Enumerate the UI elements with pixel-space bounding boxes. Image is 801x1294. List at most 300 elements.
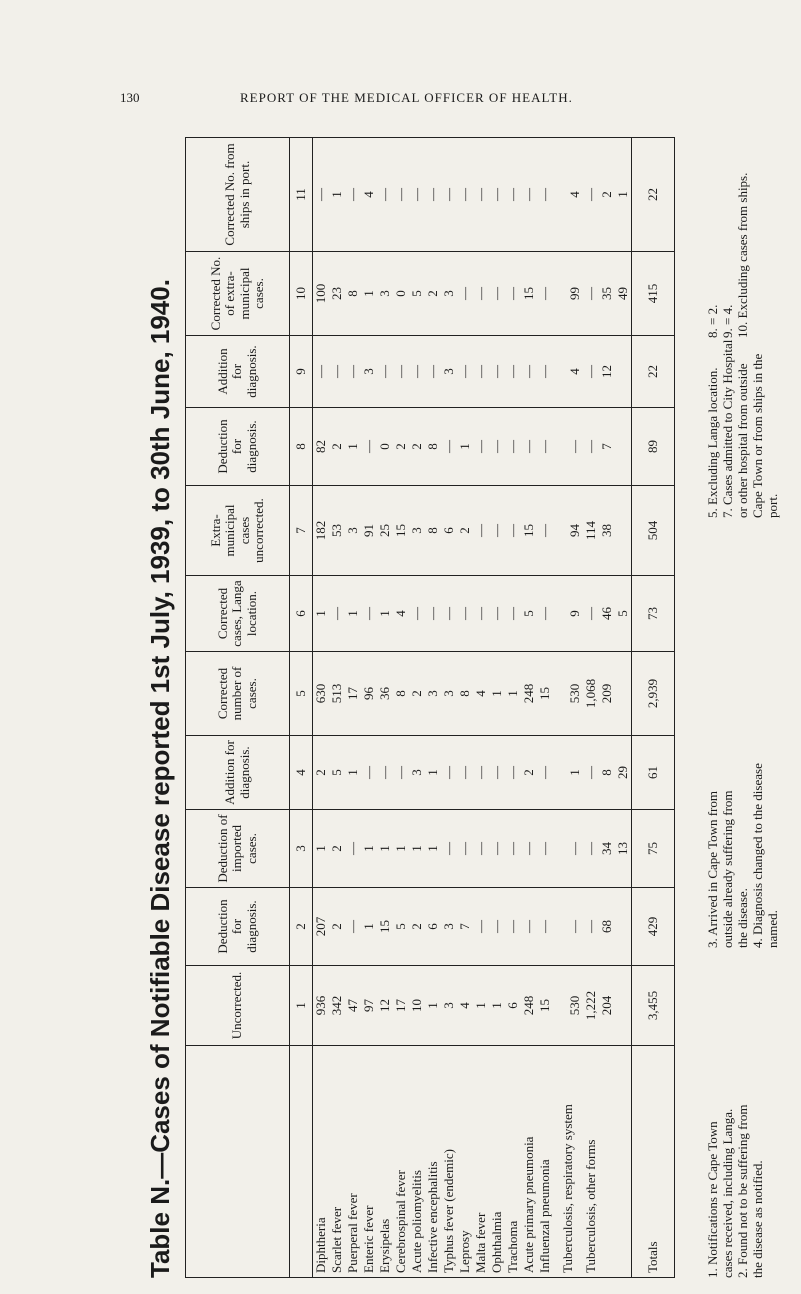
table-cell: 0 bbox=[393, 252, 409, 336]
table-cell bbox=[615, 486, 632, 576]
table-cell: 12 bbox=[377, 966, 393, 1046]
table-cell: — bbox=[377, 336, 393, 408]
footnote-line: 3. Arrived in Cape Town from bbox=[705, 791, 720, 948]
footnote-line: 4. Diagnosis changed to the disease bbox=[750, 763, 765, 948]
disease-table bbox=[185, 137, 675, 1278]
totals-row bbox=[632, 138, 675, 1278]
column-heading bbox=[186, 1046, 290, 1278]
table-cell: 1 bbox=[377, 576, 393, 652]
table-cell: — bbox=[489, 336, 505, 408]
table-cell: 1 bbox=[425, 966, 441, 1046]
table-cell: — bbox=[377, 138, 393, 252]
table-cell: 1 bbox=[377, 810, 393, 888]
table-cell bbox=[615, 966, 632, 1046]
table-cell: 3 bbox=[361, 336, 377, 408]
table-cell: 342 bbox=[329, 966, 345, 1046]
table-cell bbox=[615, 888, 632, 966]
table-cell: 5 bbox=[393, 888, 409, 966]
table-cell: — bbox=[505, 408, 521, 486]
table-cell: 1 bbox=[489, 652, 505, 736]
column-number bbox=[290, 1046, 313, 1278]
footnotes-column bbox=[705, 968, 765, 1278]
table-cell: — bbox=[583, 138, 599, 252]
footnote-line: or other hospital from outside bbox=[735, 363, 750, 518]
table-cell: 5 bbox=[615, 576, 632, 652]
column-heading: Extra-municipal cases uncorrected. bbox=[186, 486, 290, 576]
table-cell: 17 bbox=[393, 966, 409, 1046]
table-cell: 2 bbox=[393, 408, 409, 486]
disease-name: Tuberculosis, other forms bbox=[583, 1046, 599, 1278]
table-cell: 6 bbox=[505, 966, 521, 1046]
table-cell: 34 bbox=[599, 810, 615, 888]
table-cell: — bbox=[537, 736, 553, 810]
table-cell: — bbox=[329, 576, 345, 652]
table-cell: 3 bbox=[345, 486, 361, 576]
table-cell: 2 bbox=[599, 138, 615, 252]
footnote-line: 2. Found not to be suffering from bbox=[735, 1104, 750, 1278]
table-cell: 209 bbox=[599, 652, 615, 736]
table-cell: — bbox=[313, 336, 330, 408]
table-cell: 49 bbox=[615, 252, 632, 336]
table-cell: 47 bbox=[345, 966, 361, 1046]
table-cell: — bbox=[583, 336, 599, 408]
table-cell: 2 bbox=[329, 888, 345, 966]
rotated-table-page bbox=[145, 138, 795, 1278]
table-row bbox=[599, 138, 615, 1278]
table-cell: 94 bbox=[553, 486, 583, 576]
column-numbers bbox=[290, 138, 313, 1278]
table-cell: 1 bbox=[329, 138, 345, 252]
disease-name: Acute primary pneumonia bbox=[521, 1046, 537, 1278]
table-cell: — bbox=[489, 138, 505, 252]
totals-cell: 75 bbox=[632, 810, 675, 888]
column-number: 4 bbox=[290, 736, 313, 810]
table-row bbox=[489, 138, 505, 1278]
table-cell: 8 bbox=[345, 252, 361, 336]
table-row bbox=[361, 138, 377, 1278]
footnote-line: the disease as notified. bbox=[750, 1160, 765, 1278]
footnote-line: 7. Cases admitted to City Hospital bbox=[720, 339, 735, 518]
table-cell: 1 bbox=[615, 138, 632, 252]
table-cell: — bbox=[489, 810, 505, 888]
table-cell: — bbox=[505, 336, 521, 408]
totals-cell: 504 bbox=[632, 486, 675, 576]
column-heading: Uncorrected. bbox=[186, 966, 290, 1046]
table-cell: 1 bbox=[313, 576, 330, 652]
table-cell: 1 bbox=[553, 736, 583, 810]
table-cell: 1 bbox=[361, 888, 377, 966]
table-row bbox=[553, 138, 583, 1278]
column-heading: Deduction for diagnosis. bbox=[186, 888, 290, 966]
footnote-line: named. bbox=[765, 910, 780, 948]
table-cell: — bbox=[393, 138, 409, 252]
table-cell: — bbox=[457, 810, 473, 888]
table-cell: 13 bbox=[615, 810, 632, 888]
table-cell: — bbox=[537, 138, 553, 252]
table-cell: 15 bbox=[521, 252, 537, 336]
table-cell: 15 bbox=[537, 966, 553, 1046]
table-cell: 4 bbox=[553, 336, 583, 408]
page-number: 130 bbox=[120, 90, 140, 105]
table-row bbox=[345, 138, 361, 1278]
column-number: 2 bbox=[290, 888, 313, 966]
table-cell: — bbox=[505, 736, 521, 810]
table-row bbox=[457, 138, 473, 1278]
table-cell: 1 bbox=[489, 966, 505, 1046]
table-cell: — bbox=[473, 138, 489, 252]
table-cell: — bbox=[505, 888, 521, 966]
column-number: 8 bbox=[290, 408, 313, 486]
column-number: 9 bbox=[290, 336, 313, 408]
table-cell: 207 bbox=[313, 888, 330, 966]
table-cell: 2 bbox=[329, 810, 345, 888]
table-cell: — bbox=[393, 736, 409, 810]
table-cell: — bbox=[473, 888, 489, 966]
table-cell: 0 bbox=[377, 408, 393, 486]
totals-cell: 22 bbox=[632, 336, 675, 408]
table-cell: 6 bbox=[441, 486, 457, 576]
disease-name: Infective encephalitis bbox=[425, 1046, 441, 1278]
column-headings bbox=[186, 138, 290, 1278]
column-heading: Deduction of imported cases. bbox=[186, 810, 290, 888]
table-cell: — bbox=[377, 736, 393, 810]
table-cell: 10 bbox=[409, 966, 425, 1046]
table-cell: 25 bbox=[377, 486, 393, 576]
column-number: 3 bbox=[290, 810, 313, 888]
table-cell: 23 bbox=[329, 252, 345, 336]
disease-name: Scarlet fever bbox=[329, 1046, 345, 1278]
table-cell: — bbox=[393, 336, 409, 408]
table-row bbox=[615, 138, 632, 1278]
table-cell: 4 bbox=[361, 138, 377, 252]
table-cell: 248 bbox=[521, 652, 537, 736]
table-cell: — bbox=[329, 336, 345, 408]
footnote-line: 9. = 4. bbox=[720, 304, 735, 338]
disease-name: Malta fever bbox=[473, 1046, 489, 1278]
table-row bbox=[521, 138, 537, 1278]
totals-cell: 415 bbox=[632, 252, 675, 336]
table-cell: — bbox=[537, 810, 553, 888]
table-cell: — bbox=[537, 336, 553, 408]
table-cell: — bbox=[521, 408, 537, 486]
table-row bbox=[409, 138, 425, 1278]
table-cell: — bbox=[505, 486, 521, 576]
column-heading: Addition for diagnosis. bbox=[186, 736, 290, 810]
column-number: 11 bbox=[290, 138, 313, 252]
table-cell: 2 bbox=[409, 408, 425, 486]
table-cell: 1 bbox=[457, 408, 473, 486]
table-cell: 1 bbox=[345, 736, 361, 810]
table-cell: — bbox=[473, 736, 489, 810]
table-row bbox=[473, 138, 489, 1278]
table-cell: 2 bbox=[521, 736, 537, 810]
table-cell: 114 bbox=[583, 486, 599, 576]
footnote-line: 1. Notifications re Cape Town bbox=[705, 1121, 720, 1278]
table-cell: 9 bbox=[553, 576, 583, 652]
table-row bbox=[393, 138, 409, 1278]
column-heading: Corrected number of cases. bbox=[186, 652, 290, 736]
table-cell: — bbox=[441, 810, 457, 888]
disease-name: Enteric fever bbox=[361, 1046, 377, 1278]
table-cell: — bbox=[409, 336, 425, 408]
column-heading: Corrected No. of extra-municipal cases. bbox=[186, 252, 290, 336]
table-cell: 1 bbox=[345, 576, 361, 652]
table-cell: 8 bbox=[457, 652, 473, 736]
table-cell bbox=[615, 408, 632, 486]
totals-cell: 429 bbox=[632, 888, 675, 966]
page-header bbox=[0, 90, 801, 120]
column-heading: Deduction for diagnosis. bbox=[186, 408, 290, 486]
table-cell: 53 bbox=[329, 486, 345, 576]
table-cell: — bbox=[489, 252, 505, 336]
footnotes bbox=[705, 138, 795, 1278]
disease-name: Trachoma bbox=[505, 1046, 521, 1278]
table-cell: — bbox=[537, 486, 553, 576]
table-cell: 1,222 bbox=[583, 966, 599, 1046]
table-cell: 4 bbox=[553, 138, 583, 252]
table-cell: 1 bbox=[361, 810, 377, 888]
table-cell: — bbox=[457, 576, 473, 652]
column-number: 5 bbox=[290, 652, 313, 736]
table-cell: 204 bbox=[599, 966, 615, 1046]
table-cell: 513 bbox=[329, 652, 345, 736]
table-cell: — bbox=[457, 336, 473, 408]
table-cell: — bbox=[425, 138, 441, 252]
table-cell: 1 bbox=[505, 652, 521, 736]
table-cell: 5 bbox=[409, 252, 425, 336]
table-row bbox=[537, 138, 553, 1278]
column-number: 7 bbox=[290, 486, 313, 576]
table-cell: 2 bbox=[457, 486, 473, 576]
table-cell: — bbox=[583, 576, 599, 652]
table-cell: 3 bbox=[377, 252, 393, 336]
table-cell: 15 bbox=[393, 486, 409, 576]
table-cell: — bbox=[489, 486, 505, 576]
disease-name: Acute poliomyelitis bbox=[409, 1046, 425, 1278]
table-cell: 1 bbox=[409, 810, 425, 888]
table-cell: 1 bbox=[345, 408, 361, 486]
column-number: 10 bbox=[290, 252, 313, 336]
table-cell: 530 bbox=[553, 966, 583, 1046]
table-cell: — bbox=[313, 138, 330, 252]
disease-name: Erysipelas bbox=[377, 1046, 393, 1278]
table-cell: 3 bbox=[441, 652, 457, 736]
table-cell: — bbox=[553, 408, 583, 486]
table-cell: — bbox=[441, 736, 457, 810]
table-cell: — bbox=[505, 138, 521, 252]
table-cell: — bbox=[425, 336, 441, 408]
table-cell: — bbox=[409, 576, 425, 652]
table-cell: 2 bbox=[329, 408, 345, 486]
disease-name: Influenzal pneumonia bbox=[537, 1046, 553, 1278]
footnote-line: Cape Town or from ships in the bbox=[750, 353, 765, 518]
column-number: 1 bbox=[290, 966, 313, 1046]
table-row bbox=[441, 138, 457, 1278]
table-cell: 15 bbox=[377, 888, 393, 966]
table-cell: — bbox=[457, 252, 473, 336]
table-cell: — bbox=[457, 736, 473, 810]
footnote-line: 8. = 2. bbox=[705, 304, 720, 338]
table-cell bbox=[615, 652, 632, 736]
table-cell: 1 bbox=[425, 810, 441, 888]
table-cell: — bbox=[489, 736, 505, 810]
table-cell: 1 bbox=[393, 810, 409, 888]
table-cell: — bbox=[473, 408, 489, 486]
table-cell bbox=[615, 336, 632, 408]
table-title: Table N.—Cases of Notifiable Disease reported 1st July, 1939, to 30th June, 1940. bbox=[145, 279, 175, 1278]
table-cell: — bbox=[361, 408, 377, 486]
table-cell: 1,068 bbox=[583, 652, 599, 736]
table-cell: 4 bbox=[473, 652, 489, 736]
disease-name: Ophthalmia bbox=[489, 1046, 505, 1278]
table-cell: 38 bbox=[599, 486, 615, 576]
table-cell: — bbox=[473, 576, 489, 652]
table-cell: — bbox=[345, 888, 361, 966]
table-cell: — bbox=[537, 888, 553, 966]
table-cell: — bbox=[457, 138, 473, 252]
table-cell: 29 bbox=[615, 736, 632, 810]
table-cell: — bbox=[505, 252, 521, 336]
running-title: REPORT OF THE MEDICAL OFFICER OF HEALTH. bbox=[240, 90, 573, 105]
table-cell: 8 bbox=[393, 652, 409, 736]
table-cell: 4 bbox=[393, 576, 409, 652]
table-cell: 3 bbox=[441, 888, 457, 966]
table-cell: 17 bbox=[345, 652, 361, 736]
table-cell: 3 bbox=[425, 652, 441, 736]
table-cell: — bbox=[521, 138, 537, 252]
table-cell: — bbox=[361, 736, 377, 810]
totals-cell: 73 bbox=[632, 576, 675, 652]
column-number: 6 bbox=[290, 576, 313, 652]
table-cell: 3 bbox=[441, 336, 457, 408]
table-cell: — bbox=[489, 408, 505, 486]
table-cell: — bbox=[583, 810, 599, 888]
table-row bbox=[505, 138, 521, 1278]
disease-name: Leprosy bbox=[457, 1046, 473, 1278]
disease-name bbox=[615, 1046, 632, 1278]
table-cell: 68 bbox=[599, 888, 615, 966]
table-cell: 5 bbox=[521, 576, 537, 652]
table-cell: — bbox=[537, 252, 553, 336]
table-cell: 99 bbox=[553, 252, 583, 336]
table-cell: — bbox=[521, 810, 537, 888]
table-cell: — bbox=[583, 408, 599, 486]
table-cell: — bbox=[441, 408, 457, 486]
table-cell: 1 bbox=[313, 810, 330, 888]
table-cell: — bbox=[409, 138, 425, 252]
footnote-line: outside already suffering from bbox=[720, 790, 735, 948]
table-cell: — bbox=[425, 576, 441, 652]
totals-cell: 61 bbox=[632, 736, 675, 810]
table-cell: 936 bbox=[313, 966, 330, 1046]
table-cell: — bbox=[537, 408, 553, 486]
footnote-line: 5. Excluding Langa location. bbox=[705, 367, 720, 518]
table-row bbox=[313, 138, 330, 1278]
table-cell: 248 bbox=[521, 966, 537, 1046]
table-cell: 3 bbox=[409, 486, 425, 576]
table-cell: — bbox=[583, 736, 599, 810]
table-cell: — bbox=[473, 336, 489, 408]
table-cell: 8 bbox=[425, 486, 441, 576]
table-cell: — bbox=[441, 138, 457, 252]
footnotes-column bbox=[705, 78, 750, 338]
table-cell: 91 bbox=[361, 486, 377, 576]
table-cell: — bbox=[489, 888, 505, 966]
disease-name: Cerebrospinal fever bbox=[393, 1046, 409, 1278]
table-cell: 2 bbox=[409, 888, 425, 966]
table-cell: — bbox=[521, 336, 537, 408]
table-cell: 96 bbox=[361, 652, 377, 736]
totals-cell: 22 bbox=[632, 138, 675, 252]
table-cell: 12 bbox=[599, 336, 615, 408]
footnote-line: 10. Excluding cases from ships. bbox=[735, 172, 750, 338]
table-cell: — bbox=[583, 888, 599, 966]
table-cell: 5 bbox=[329, 736, 345, 810]
footnote-line: cases received, including Langa. bbox=[720, 1108, 735, 1278]
column-heading: Corrected No. from ships in port. bbox=[186, 138, 290, 252]
totals-cell: 2,939 bbox=[632, 652, 675, 736]
table-cell: 100 bbox=[313, 252, 330, 336]
table-cell: 97 bbox=[361, 966, 377, 1046]
disease-name: Typhus fever (endemic) bbox=[441, 1046, 457, 1278]
totals-cell: 3,455 bbox=[632, 966, 675, 1046]
table-cell: 15 bbox=[537, 652, 553, 736]
table-cell: 7 bbox=[599, 408, 615, 486]
table-cell: — bbox=[473, 252, 489, 336]
disease-name: Puerperal fever bbox=[345, 1046, 361, 1278]
table-cell: 3 bbox=[441, 252, 457, 336]
table-cell: 1 bbox=[425, 736, 441, 810]
table-cell: 4 bbox=[457, 966, 473, 1046]
table-cell: — bbox=[473, 486, 489, 576]
footnote-line: port. bbox=[765, 493, 780, 518]
table-cell: — bbox=[537, 576, 553, 652]
table-cell: 630 bbox=[313, 652, 330, 736]
totals-label: Totals bbox=[632, 1046, 675, 1278]
table-cell: — bbox=[345, 810, 361, 888]
disease-name: Diphtheria bbox=[313, 1046, 330, 1278]
footnote-line: the disease. bbox=[735, 888, 750, 948]
table-cell: — bbox=[553, 888, 583, 966]
table-cell: — bbox=[441, 576, 457, 652]
table-cell: 3 bbox=[409, 736, 425, 810]
table-cell: — bbox=[489, 576, 505, 652]
table-cell: 8 bbox=[599, 736, 615, 810]
table-row bbox=[425, 138, 441, 1278]
column-heading: Corrected cases, Langa location. bbox=[186, 576, 290, 652]
table-row bbox=[377, 138, 393, 1278]
table-cell: — bbox=[505, 576, 521, 652]
table-cell: 36 bbox=[377, 652, 393, 736]
table-cell: 1 bbox=[473, 966, 489, 1046]
disease-name bbox=[599, 1046, 615, 1278]
table-cell: 2 bbox=[409, 652, 425, 736]
footnotes-column bbox=[705, 528, 780, 948]
table-cell: 1 bbox=[361, 252, 377, 336]
table-cell: 2 bbox=[313, 736, 330, 810]
table-cell: — bbox=[553, 810, 583, 888]
table-row bbox=[329, 138, 345, 1278]
table-row bbox=[583, 138, 599, 1278]
table-cell: 82 bbox=[313, 408, 330, 486]
table-cell: — bbox=[345, 336, 361, 408]
table-cell: 8 bbox=[425, 408, 441, 486]
table-cell: — bbox=[505, 810, 521, 888]
table-cell: 46 bbox=[599, 576, 615, 652]
table-cell: 182 bbox=[313, 486, 330, 576]
table-cell: — bbox=[361, 576, 377, 652]
disease-name: Tuberculosis, respiratory system bbox=[553, 1046, 583, 1278]
